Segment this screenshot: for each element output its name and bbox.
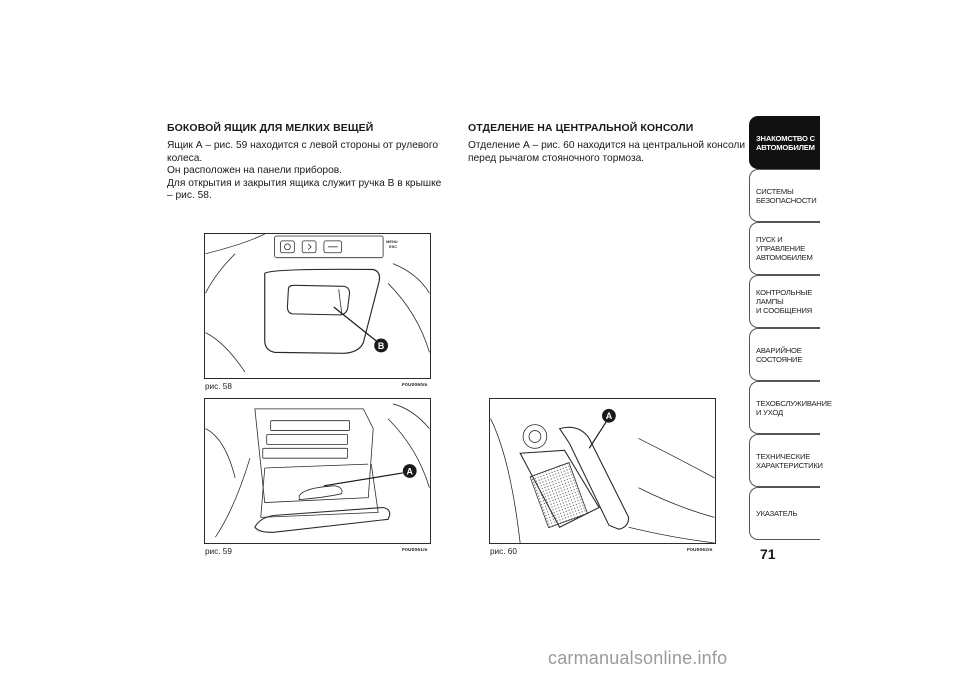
tab-warning-lights[interactable]: КОНТРОЛЬНЫЕ ЛАМПЫ И СООБЩЕНИЯ	[749, 275, 820, 328]
watermark: carmanualsonline.info	[548, 648, 728, 668]
fig58-illustration	[205, 234, 430, 378]
tab-starting-driving[interactable]: ПУСК И УПРАВЛЕНИЕ АВТОМОБИЛЕМ	[749, 222, 820, 275]
figure-58-glovebox-handle	[204, 233, 431, 379]
text-line: Он расположен на панели приборов.	[167, 165, 342, 177]
tab-emergency[interactable]: АВАРИЙНОЕ СОСТОЯНИЕ	[749, 328, 820, 381]
tab-getting-to-know-car[interactable]: ЗНАКОМСТВО С АВТОМОБИЛЕМ	[749, 116, 820, 169]
panel-menu-label: MENU	[386, 238, 398, 244]
figure-60-caption: рис. 60	[490, 547, 517, 556]
tab-specifications[interactable]: ТЕХНИЧЕСКИЕ ХАРАКТЕРИСТИКИ	[749, 434, 820, 487]
text-line: – рис. 58.	[167, 190, 212, 202]
text-line: Отделение А – рис. 60 находится на центральной консоли	[468, 140, 746, 151]
text-line: перед рычагом стояночного тормоза.	[468, 152, 645, 164]
figure-58-caption: рис. 58	[205, 382, 232, 391]
chapter-tabs	[749, 116, 832, 540]
marker-a-label: A	[406, 466, 413, 477]
figure-59-code: F0U0061m	[402, 548, 428, 553]
tab-index[interactable]: УКАЗАТЕЛЬ	[749, 487, 820, 540]
figure-58-code: F0U0060m	[402, 383, 428, 388]
section-heading-console: ОТДЕЛЕНИЕ НА ЦЕНТРАЛЬНОЙ КОНСОЛИ	[468, 122, 694, 134]
tab-maintenance[interactable]: ТЕХОБСЛУЖИВАНИЕ И УХОД	[749, 381, 820, 434]
console-paragraph	[468, 140, 748, 165]
figure-59-caption: рис. 59	[205, 547, 232, 556]
page-number: 71	[760, 546, 776, 562]
figure-60-code: F0U0062m	[687, 548, 713, 553]
figure-60-console-compartment	[489, 398, 716, 544]
tab-safety-systems[interactable]: СИСТЕМЫ БЕЗОПАСНОСТИ	[749, 169, 820, 222]
figure-59-side-box-open	[204, 398, 431, 544]
text-line: колеса.	[167, 152, 203, 164]
text-line: Ящик А – рис. 59 находится с левой стороны от рулевого	[167, 140, 438, 151]
marker-b-label: B	[377, 340, 385, 351]
side-box-paragraph	[167, 140, 457, 203]
fig59-illustration	[205, 399, 430, 543]
panel-esc-label: ESC	[389, 243, 398, 249]
section-heading-side-box: БОКОВОЙ ЯЩИК ДЛЯ МЕЛКИХ ВЕЩЕЙ	[167, 122, 374, 134]
text-line: Для открытия и закрытия ящика служит ручка В в крышке	[167, 177, 442, 189]
fig60-illustration	[490, 399, 715, 543]
marker-a-label: A	[605, 411, 613, 422]
